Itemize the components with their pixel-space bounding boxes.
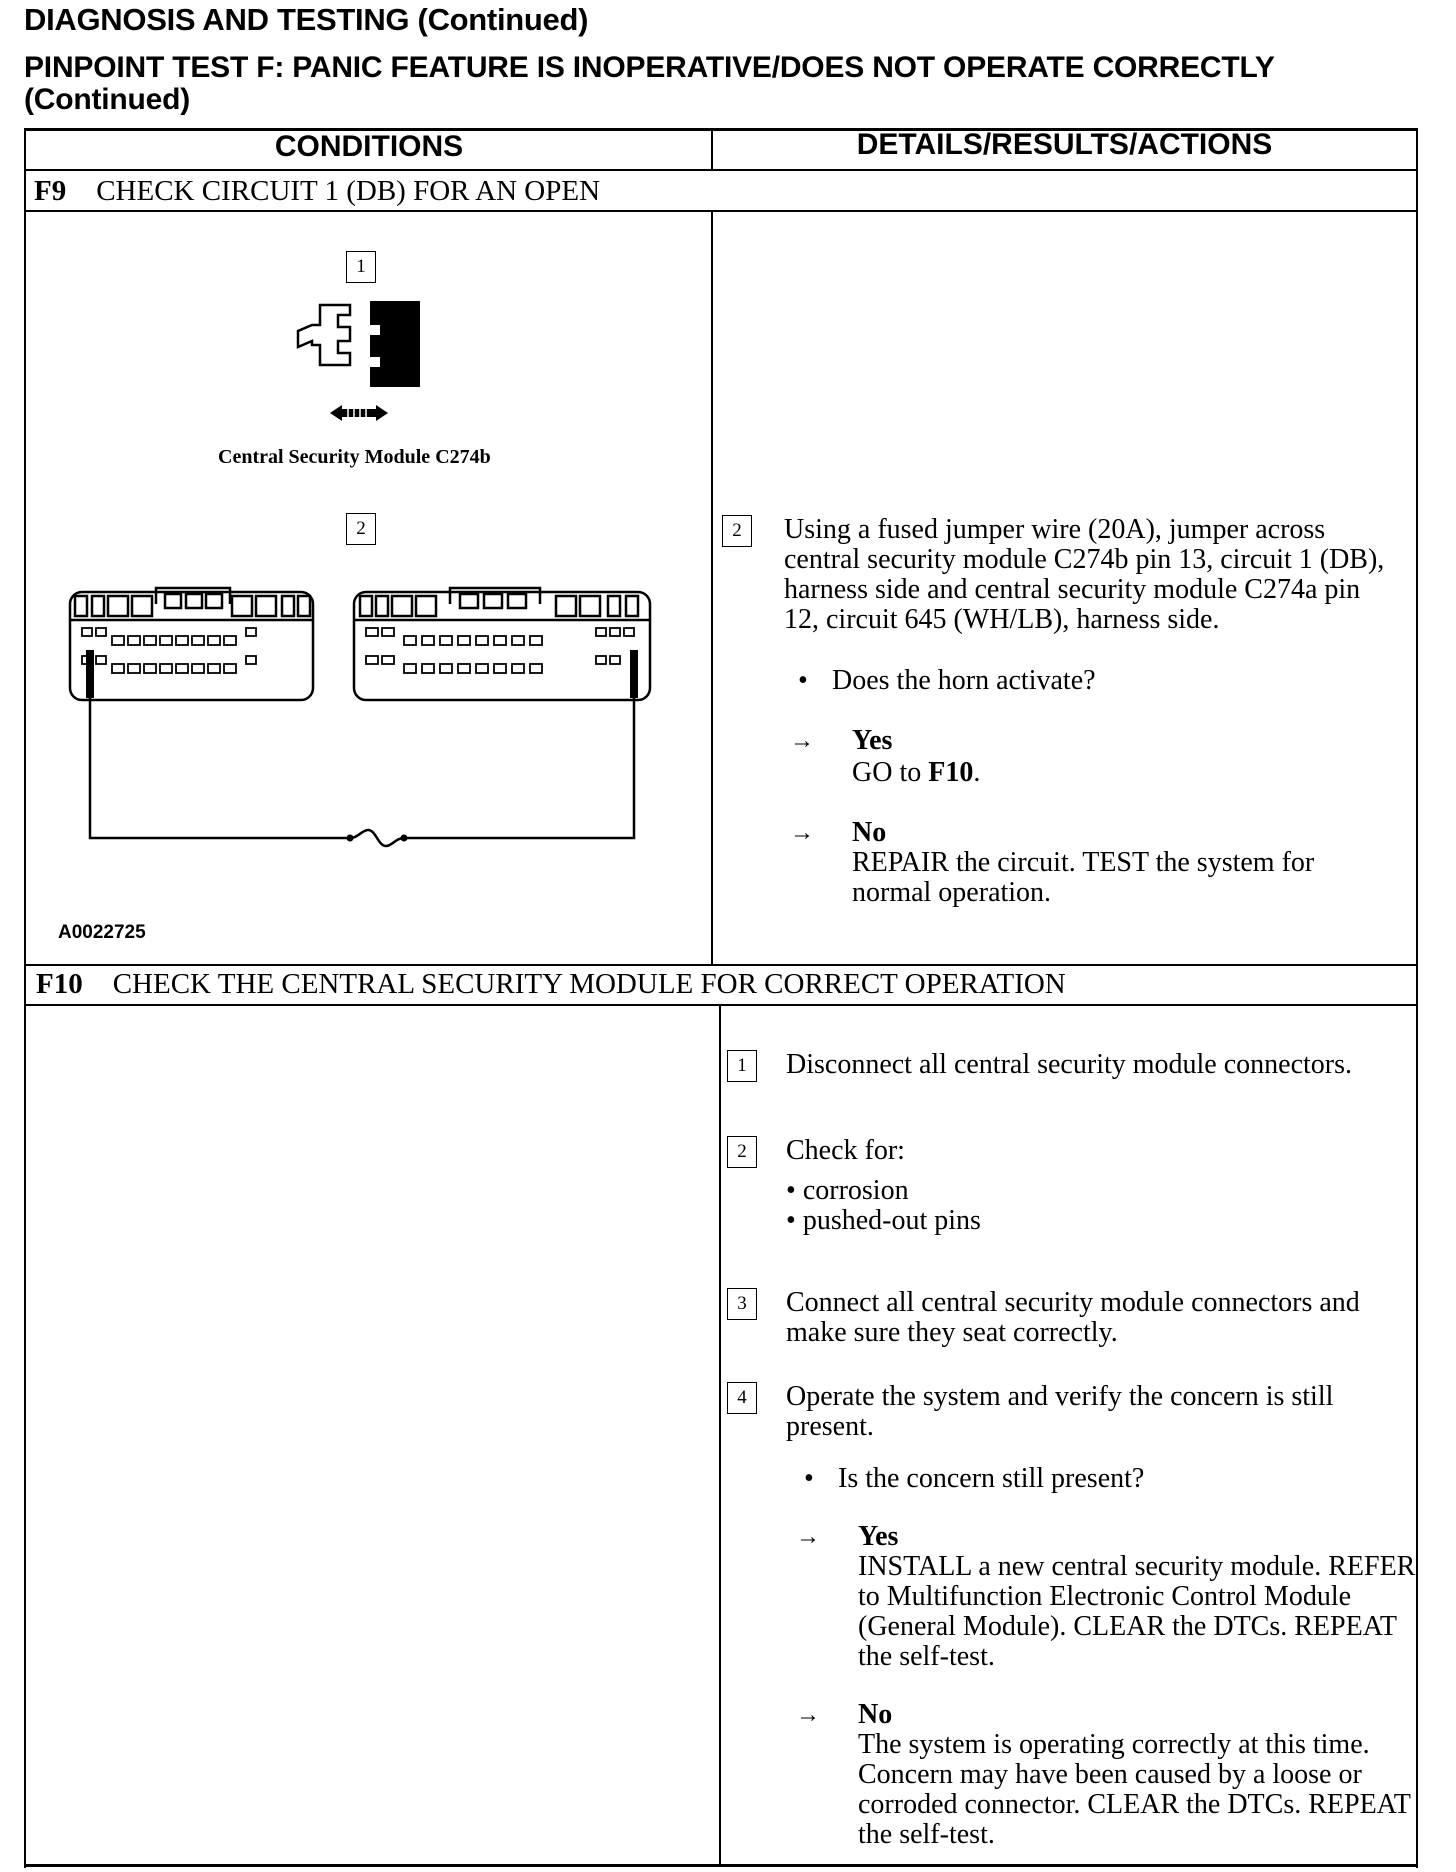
figure-callout-2: 2 [346, 513, 376, 545]
f10-step-number: 4 [727, 1382, 757, 1414]
arrow-icon: → [796, 1524, 820, 1550]
probe-right [630, 650, 638, 698]
f9-yes-suffix: . [973, 757, 981, 788]
f9-question: • Does the horn activate? [832, 666, 1096, 696]
module-connector-shape [370, 301, 420, 387]
f10-question: • Is the concern still present? [838, 1464, 1144, 1494]
step-header-f10 [36, 968, 1066, 1001]
pinpoint-test-title: PINPOINT TEST F: PANIC FEATURE IS INOPERATIVE/DOES NOT OPERATE CORRECTLY (Continued) [24, 51, 1275, 116]
f9-no-label: No [852, 817, 887, 848]
step-header-f9 [34, 175, 600, 208]
step-title-f10: CHECK THE CENTRAL SECURITY MODULE FOR CORRECT OPERATION [112, 968, 1066, 1000]
column-header-conditions: CONDITIONS [274, 130, 464, 163]
list-item: • corrosion [786, 1175, 909, 1206]
action-step-number: 2 [722, 515, 752, 547]
connector-c274b-illustration [290, 295, 430, 430]
step-title-f9: CHECK CIRCUIT 1 (DB) FOR AN OPEN [96, 175, 601, 207]
f10-step-text: Disconnect all central security module connectors. [786, 1049, 1353, 1080]
harness-connector-shape [298, 305, 350, 365]
check-item: corrosion [802, 1175, 909, 1206]
f10-step-number: 2 [727, 1136, 757, 1168]
f9-yes-result [852, 758, 980, 788]
disconnect-arrow-icon [330, 405, 388, 421]
f10-step-number: 3 [727, 1288, 757, 1320]
connector-c274a-harness [354, 588, 650, 700]
check-list [786, 1176, 981, 1236]
page-title: DIAGNOSIS AND TESTING (Continued) [24, 2, 589, 37]
f10-yes-result: INSTALL a new central security module. REFER to Multifunction Electronic Control Module (General Module). CLEAR the DTCs. REPEAT the self-test. [858, 1551, 1416, 1672]
figure-callout-1: 1 [346, 251, 376, 283]
connector-label: Central Security Module C274b [218, 446, 491, 468]
f9-no-result: REPAIR the circuit. TEST the system for normal operation. [852, 847, 1315, 908]
f10-no-result: The system is operating correctly at this time. Concern may have been caused by a loose or corroded connector. CLEAR the DTCs. REPEAT the self-test. [858, 1729, 1411, 1850]
fuse-terminal-icon [401, 835, 408, 842]
f9-yes-prefix: GO to [852, 757, 929, 788]
arrow-icon: → [790, 728, 814, 754]
step-id-f9: F9 [34, 175, 67, 207]
connector-c274b-harness [70, 588, 313, 700]
f10-no-label: No [858, 1699, 893, 1730]
step-id-f10: F10 [36, 968, 83, 1000]
f9-yes-link: F10 [928, 757, 974, 788]
figure-id: A0022725 [58, 922, 146, 943]
jumper-wire-illustration [60, 580, 670, 860]
probe-left [86, 650, 94, 698]
f10-step-number: 1 [727, 1050, 757, 1082]
f10-step-text: Connect all central security module connectors and make sure they seat correctly. [786, 1287, 1360, 1348]
f9-action-text: Using a fused jumper wire (20A), jumper across central security module C274b pin 13, circuit 1 (DB), harness side and central security module C274a pin 12, circuit 645 (WH/LB), harness side. [784, 514, 1385, 635]
f10-yes-label: Yes [858, 1521, 899, 1552]
column-header-details: DETAILS/RESULTS/ACTIONS [856, 128, 1273, 161]
f10-step-text: Operate the system and verify the concern is still present. [786, 1381, 1334, 1442]
arrow-icon: → [796, 1702, 820, 1728]
check-item: pushed-out pins [802, 1205, 981, 1236]
f10-step-text: Check for: [786, 1135, 905, 1166]
arrow-icon: → [790, 820, 814, 846]
fused-jumper-wire [90, 698, 634, 846]
fuse-terminal-icon [347, 835, 354, 842]
list-item: • pushed-out pins [786, 1205, 981, 1236]
f9-yes-label: Yes [852, 725, 893, 756]
